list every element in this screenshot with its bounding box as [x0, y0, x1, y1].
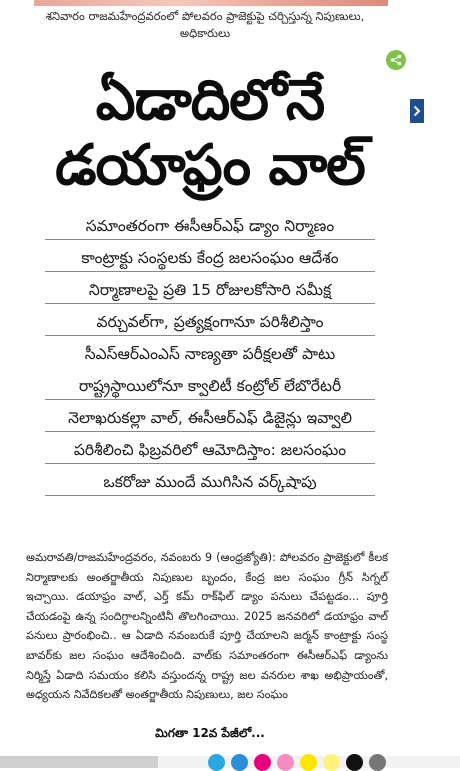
- subheading: వర్చువల్‌గా, ప్రత్యక్షంగానూ పరిశీలిస్తాం: [22, 306, 398, 338]
- color-swatch: [277, 754, 294, 771]
- subheading: సమాంతరంగా ఈసీఆర్ఎఫ్ డ్యాం నిర్మాణం: [22, 210, 398, 242]
- subheading: కాంట్రాక్టు సంస్థలకు కేంద్ర జలసంఘం ఆదేశం: [22, 242, 398, 274]
- photo-caption: శనివారం రాజమహేంద్రవరంలో పోలవరం ప్రాజెక్టుపై చర్చిస్తున్న నిపుణులు, అధికారులు: [45, 9, 365, 40]
- color-swatch: [323, 754, 340, 771]
- photo-bottom-edge: [34, 0, 388, 6]
- headline-line-1: ఏడాదిలోనే: [95, 68, 325, 133]
- color-swatch: [208, 754, 225, 771]
- chevron-right-icon[interactable]: [410, 99, 424, 123]
- subheading: సీఎస్ఆర్ఎంఎస్ నాణ్యతా పరీక్షలతో పాటు: [84, 345, 336, 363]
- subheading: పరిశీలించి ఫిబ్రవరిలో ఆమోదిస్తాం: జలసంఘం: [22, 434, 398, 466]
- share-glyph: [390, 54, 402, 66]
- color-swatch: [346, 754, 363, 771]
- subheading: ఒకరోజు ముందే ముగిసిన వర్క్‌షాపు: [22, 466, 398, 498]
- article-body: అమరావతి/రాజమహేంద్రవరం, నవంబరు 9 (ఆంధ్రజ్యోతి): పోలవరం ప్రాజెక్టులో కీలక నిర్మాణాలకు అంతర్జాతీయ నిపుణుల బృందం, కేంద్ర జల సంఘం గ్రీన్ సిగ్నల్ ఇచ్చాయి. డయాఫ్రం వాల్, ఎర్త్ కమ్ రాక్‌ఫిల్ డ్యాం పనులు చేపట్టడం... పూర్తి చేయడంపై ఉన్న సందిగ్ధాలన్నింటినీ తొలగించాయి. 2025 జనవరిలో డయాఫ్రం వాల్ పనులు ప్రారంభించి.. ఆ ఏడాది నవంబరుకే పూర్తి చేయాలని జర్మన్ కాంట్రాక్టు సంస్థ బావర్‌కు జల సంఘం ఆదేశించింది. వాల్‌కు సమాంతరంగా ఈసీఆర్ఎఫ్ డ్యాంను నిర్మిస్తే ఏడాది సమయం కలిసి వస్తుందన్న రాష్ట్ర జల వనరుల శాఖ అభిప్రాయంతో, అధ్యయన నివేదికలతో అంతర్జాతీయ నిపుణులు, జల సంఘం: [26, 551, 388, 702]
- registration-color-marks: [208, 754, 386, 771]
- share-icon[interactable]: [386, 50, 406, 70]
- subheading-list: [22, 210, 398, 498]
- subheading: రాష్ట్రస్థాయిలోనూ క్వాలిటీ కంట్రోల్ లేబొరేటరీ: [22, 370, 398, 402]
- subheading: నిర్మాణాలపై ప్రతి 15 రోజులకోసారి సమీక్ష: [22, 274, 398, 306]
- headline-line-2: డయాఫ్రం వాల్: [55, 133, 365, 198]
- color-swatch: [369, 754, 386, 771]
- chevron-glyph: [413, 105, 421, 117]
- color-swatch: [300, 754, 317, 771]
- subheading: నెలాఖరుకల్లా వాల్, ఈసీఆర్ఎఫ్ డిజైన్లు ఇవ్వాలి: [22, 402, 398, 434]
- color-swatch: [254, 754, 271, 771]
- footer-grey-block: [0, 756, 158, 768]
- continued-note: మిగతా 12వ పేజీలో...: [155, 726, 265, 740]
- color-swatch: [231, 754, 248, 771]
